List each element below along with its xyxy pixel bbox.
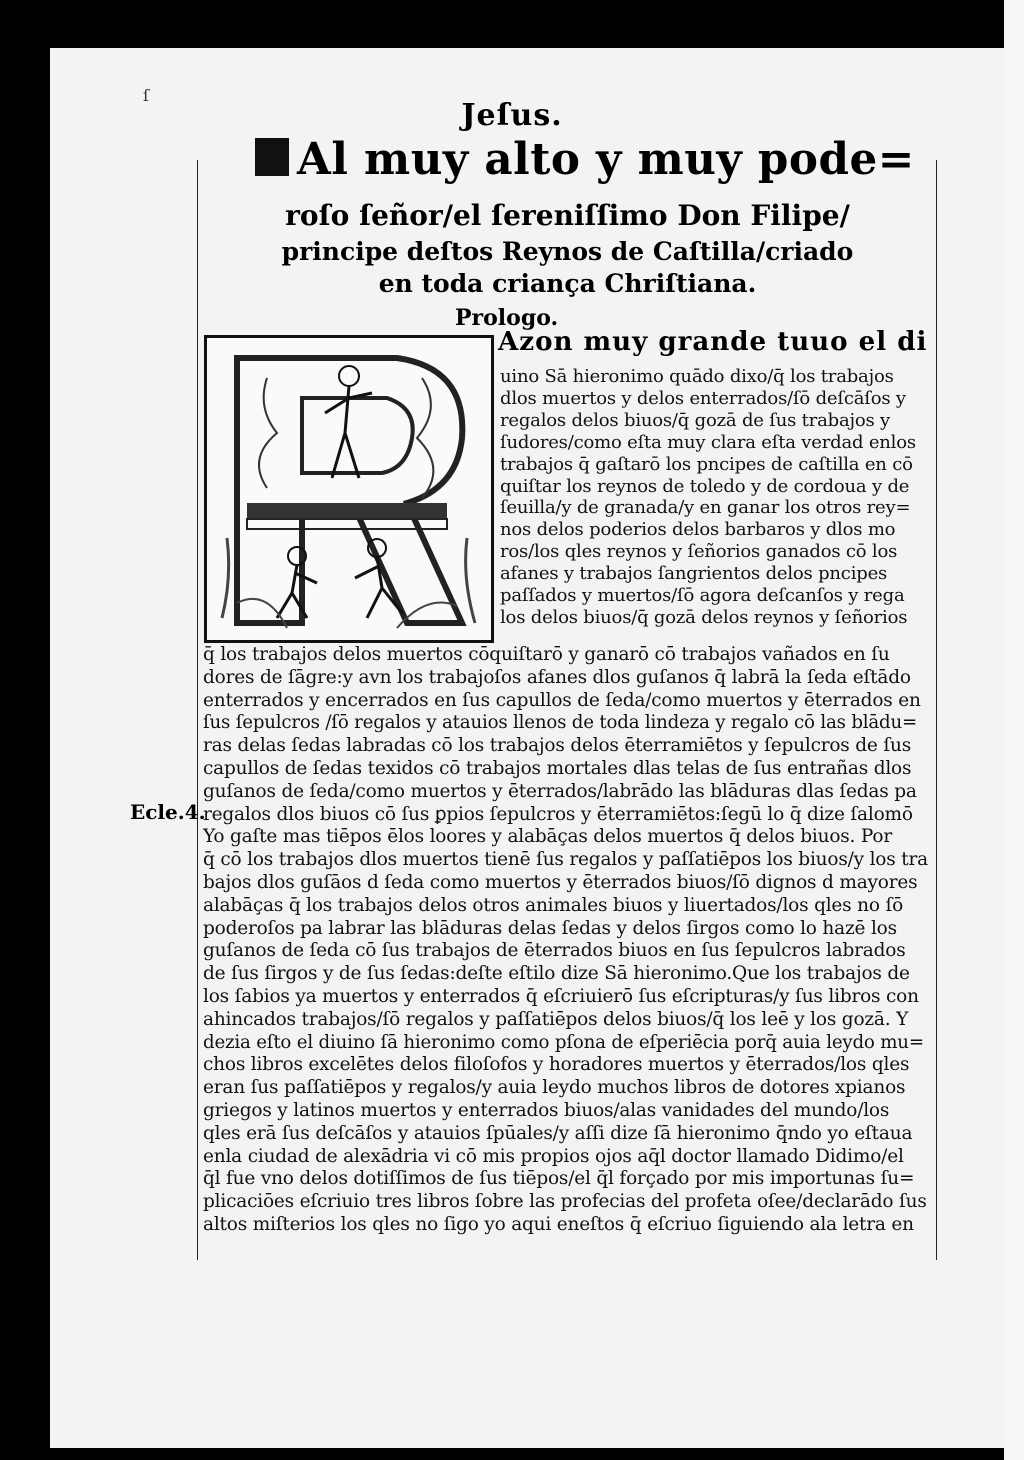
body-line: q̄ los trabajos delos muertos cōquiſtarō y ganarō cō trabajos vañados en ſu <box>203 644 890 665</box>
column-line: uino Sā hieronimo quādo dixo/q̄ los trabajos <box>500 366 894 387</box>
adjacent-page-edge <box>1004 0 1024 1460</box>
column-line: ros/los qles reynos y ſeñorios ganados cō los <box>500 541 898 563</box>
body-line: enterrados y encerrados en ſus capullos de ſeda/como muertos y ēterrados en <box>203 689 921 711</box>
body-line: dores de ſāgre:y avn los trabajoſos afanes dlos guſanos q̄ labrā la ſeda eſtādo <box>203 666 911 688</box>
incipit-line: Azon muy grande tuuo el di <box>498 326 928 357</box>
body-line: ſus ſepulcros /ſō regalos y atauios llenos de toda lindeza y regalo cō las blādu= <box>203 712 918 734</box>
margin-note: Ecle.4. <box>130 800 206 824</box>
body-line: Yo gaſte mas tiēpos ēlos loores y alabāças delos muertos q̄ delos biuos. Por <box>203 826 892 848</box>
body-line: dezia eſto el diuino ſā hieronimo como pſona de eſperiēcia porq̄ auia leydo mu= <box>203 1031 924 1053</box>
body-line: ras delas ſedas labradas cō los trabajos delos ēterramiētos y ſepulcros de ſus <box>203 735 912 757</box>
body-line: q̄ cō los trabajos dlos muertos tienē ſus regalos y paſſatiēpos los biuos/y los tra <box>203 849 928 871</box>
page-heading: Jeſus. <box>461 98 563 133</box>
body-line: plicaciōes eſcriuio tres libros ſobre las profecias del profeta oſee/declarādo ſus <box>203 1191 927 1213</box>
body-line: guſanos de ſeda cō ſus trabajos de ēterrados biuos en ſus ſepulcros labrados <box>203 940 906 962</box>
dedication-title <box>255 134 915 185</box>
column-line: ſeuilla/y de granada/y en ganar los otros rey= <box>500 497 911 519</box>
top-mark: ſ <box>143 86 149 105</box>
body-line: alabāças q̄ los trabajos delos otros animales biuos y liuertados/los qles no ſō <box>203 894 904 916</box>
column-line: regalos delos biuos/q̄ gozā de ſus trabajos y <box>500 409 891 431</box>
body-line: poderoſos pa labrar las blāduras delas ſedas y delos ſirgos como lo hazē los <box>203 917 897 939</box>
body-line: qles erā ſus deſcāſos y atauios ſpūales/y aſſi dize ſā hieronimo q̄ndo yo eſtaua <box>203 1122 913 1144</box>
body-line: regalos dlos biuos cō ſus ꝑpios ſepulcros y ēterramiētos:ſegū lo q̄ dize ſalomō <box>203 803 913 825</box>
column-line: los delos biuos/q̄ gozā delos reynos y ſeñorios <box>500 606 908 628</box>
section-label: Prologo. <box>455 305 559 331</box>
body-line: capullos de ſedas texidos cō trabajos mortales dlas telas de ſus entrañas dlos <box>203 758 912 779</box>
title-line-2: roſo ſeñor/el ſereniſſimo Don Filipe/ <box>285 199 850 232</box>
body-line: enla ciudad de alexādria vi cō mis propios ojos aq̄l doctor llamado Didimo/el <box>203 1145 904 1167</box>
body-line: griegos y latinos muertos y enterrados biuos/alas vanidades del mundo/los <box>203 1100 890 1121</box>
title-line-1: Al muy alto y muy pode= <box>297 134 915 185</box>
body-line: guſanos de ſeda/como muertos y ēterrados/labrādo las blāduras dlas ſedas pa <box>203 780 917 802</box>
column-line: afanes y trabajos ſangrientos delos pncipes <box>500 563 888 585</box>
body-line: chos libros excelētes delos filoſofos y horadores muertos y ēterrados/los qles <box>203 1054 910 1076</box>
column-line: paſſados y muertos/ſō agora deſcanſos y rega <box>500 585 905 606</box>
body-line: q̄l fue vno delos dotiſſimos de ſus tiēpos/el q̄l forçado por mis importunas ſu= <box>203 1168 915 1190</box>
body-line: los ſabios ya muertos y enterrados q̄ eſcriuierō ſus eſcripturas/y ſus libros con <box>203 986 919 1007</box>
column-line: trabajos q̄ gaſtarō los pncipes de caſtilla en cō <box>500 453 913 475</box>
pilcrow-icon <box>255 138 289 176</box>
column-line: ſudores/como eſta muy clara eſta verdad enlos <box>500 431 916 453</box>
column-line: dlos muertos y delos enterrados/ſō deſcāſos y <box>500 387 906 409</box>
body-line: de ſus ſirgos y de ſus ſedas:deſte eſtilo dize Sā hieronimo.Que los trabajos de <box>203 963 910 985</box>
body-line: ahincados trabajos/ſō regalos y paſſatiēpos delos biuos/q̄ los leē y los gozā. Y <box>203 1008 909 1030</box>
body-line: eran ſus paſſatiēpos y regalos/y auia leydo muchos libros de dotores xpianos <box>203 1077 906 1099</box>
historiated-initial-woodcut <box>204 335 494 643</box>
body-line: bajos dlos guſāos d ſeda como muertos y ēterrados biuos/ſō dignos d mayores <box>203 872 918 893</box>
title-line-3: principe deſtos Reynos de Caſtilla/criado <box>281 237 854 266</box>
body-line: altos miſterios los qles no ſigo yo aqui eneſtos q̄ eſcriuo ſiguiendo ala letra en <box>203 1214 914 1235</box>
title-line-4: en toda criança Chriſtiana. <box>378 269 757 298</box>
column-line: quiſtar los reynos de toledo y de cordoua y de <box>500 475 910 497</box>
woodcut-icon <box>207 338 491 640</box>
column-line: nos delos poderios delos barbaros y dlos mo <box>500 519 896 541</box>
